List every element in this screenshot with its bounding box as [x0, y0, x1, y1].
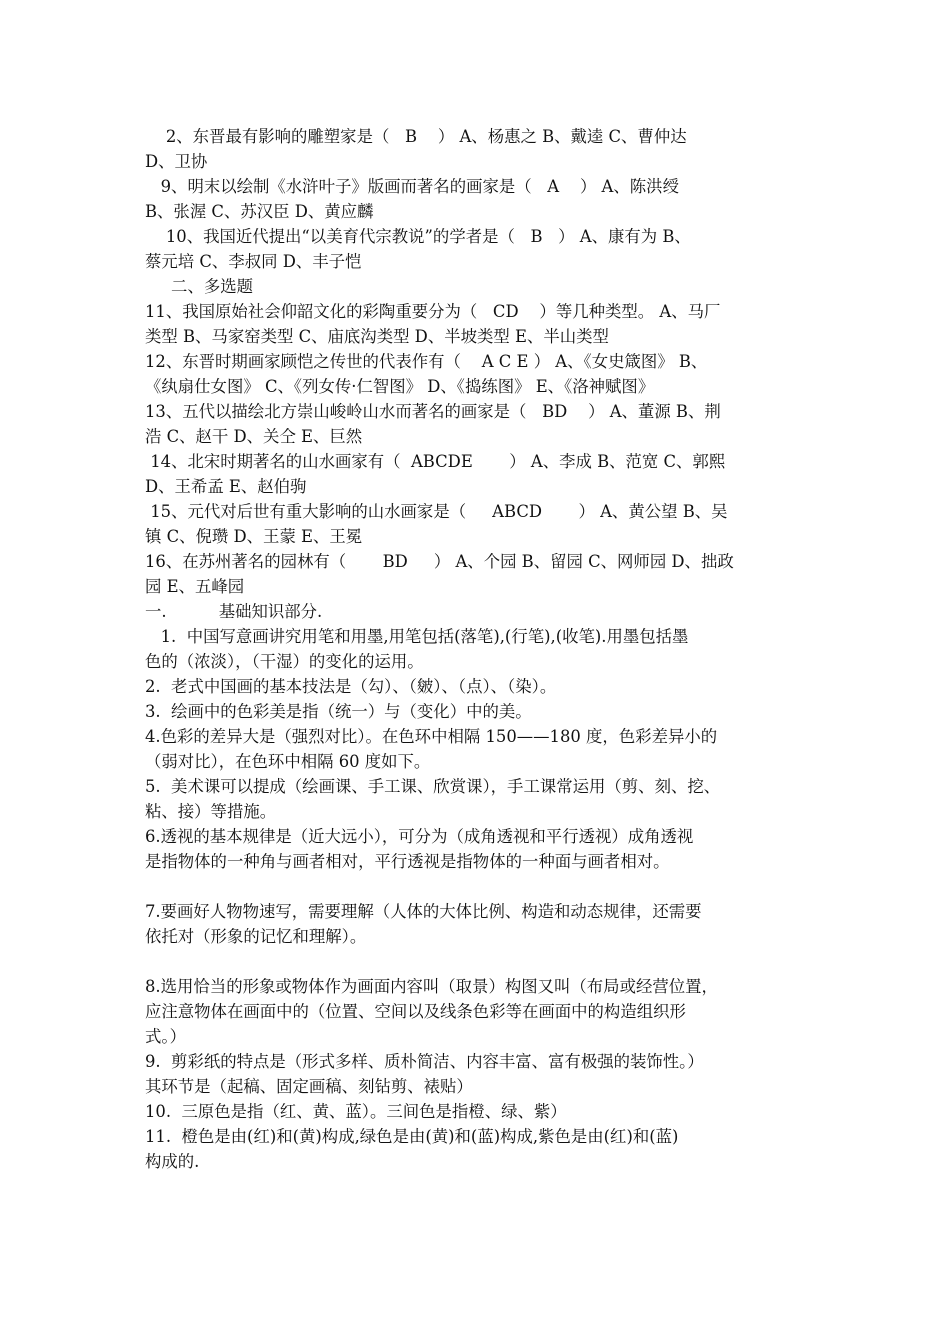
text-line: 构成的. [145, 1152, 200, 1171]
text-line: 镇 C、倪瓒 D、王蒙 E、王冕 [145, 527, 363, 546]
text-line: 5. 美术课可以提成（绘画课、手工课、欣赏课），手工课常运用（剪、刻、挖、 [145, 777, 721, 796]
text-line: D、王希孟 E、赵伯驹 [145, 477, 307, 496]
text-line: 其环节是（起稿、固定画稿、刻钻剪、裱贴） [145, 1077, 473, 1096]
text-line: 11. 橙色是由(红)和(黄)构成,绿色是由(黄)和(蓝)构成,紫色是由(红)和(蓝) [145, 1127, 679, 1146]
section-heading: 一. 基础知识部分. [145, 602, 323, 621]
text-line: 10. 三原色是指（红、黄、蓝）。三间色是指橙、绿、紫） [145, 1102, 567, 1121]
text-line: B、张渥 C、苏汉臣 D、黄应麟 [145, 202, 374, 221]
blank-line [145, 874, 815, 899]
text-line: D、卫协 [145, 152, 208, 171]
text-line: （弱对比），在色环中相隔 60 度如下。 [145, 752, 431, 771]
text-line: 14、北宋时期著名的山水画家有（ ABCDE ） A、李成 B、范宽 C、郭熙 [145, 452, 726, 471]
section-heading: 二、多选题 [145, 277, 254, 296]
text-line: 2. 老式中国画的基本技法是（勾）、（皴）、（点）、（染）。 [145, 677, 557, 696]
text-line: 7.要画好人物物速写，需要理解（人体的大体比例、构造和动态规律，还需要 [145, 902, 702, 921]
text-line: 13、五代以描绘北方崇山峻岭山水而著名的画家是（ BD ） A、董源 B、荆 [145, 402, 721, 421]
text-line: 4.色彩的差异大是（强烈对比）。在色环中相隔 150——180 度，色彩差异小的 [145, 727, 718, 746]
text-line: 9、明末以绘制《水浒叶子》版画而著名的画家是（ A ） A、陈洪绶 [145, 177, 679, 196]
text-line: 11、我国原始社会仰韶文化的彩陶重要分为（ CD ）等几种类型。 A、马厂 [145, 302, 721, 321]
text-line: 8.选用恰当的形象或物体作为画面内容叫（取景）构图又叫（布局或经营位置， [145, 977, 718, 996]
text-line: 12、东晋时期画家顾恺之传世的代表作有（ A C E ） A、《女史箴图》 B、 [145, 352, 708, 371]
document-page [145, 124, 815, 1174]
text-line: 《纨扇仕女图》 C、《列女传·仁智图》 D、《捣练图》 E、《洛神赋图》 [145, 377, 655, 396]
text-line: 16、在苏州著名的园林有（ BD ） A、个园 B、留园 C、网师园 D、拙政 [145, 552, 734, 571]
text-line: 10、我国近代提出“以美育代宗教说”的学者是（ B ） A、康有为 B、 [145, 227, 691, 246]
text-line: 依托对（形象的记忆和理解）。 [145, 927, 367, 946]
text-line: 浩 C、赵干 D、关仝 E、巨然 [145, 427, 363, 446]
text-line: 15、元代对后世有重大影响的山水画家是（ ABCD ） A、黄公望 B、吴 [145, 502, 728, 521]
text-line: 粘、接）等措施。 [145, 802, 277, 821]
text-line: 9. 剪彩纸的特点是（形式多样、质朴简洁、内容丰富、富有极强的装饰性。） [145, 1052, 704, 1071]
text-line: 式。） [145, 1027, 186, 1046]
text-line: 应注意物体在画面中的（位置、空间以及线条色彩等在画面中的构造组织形 [145, 1002, 686, 1021]
text-line: 1. 中国写意画讲究用笔和用墨,用笔包括(落笔),(行笔),(收笔).用墨包括墨 [145, 627, 689, 646]
text-line: 3. 绘画中的色彩美是指（统一）与（变化）中的美。 [145, 702, 532, 721]
text-line: 类型 B、马家窑类型 C、庙底沟类型 D、半坡类型 E、半山类型 [145, 327, 609, 346]
text-line: 蔡元培 C、李叔同 D、丰子恺 [145, 252, 362, 271]
text-line: 2、东晋最有影响的雕塑家是（ B ） A、杨惠之 B、戴逵 C、曹仲达 [145, 127, 687, 146]
text-line: 是指物体的一种角与画者相对，平行透视是指物体的一种面与画者相对。 [145, 852, 670, 871]
blank-line [145, 949, 815, 974]
text-line: 园 E、五峰园 [145, 577, 245, 596]
text-line: 色的（浓淡），（干湿）的变化的运用。 [145, 652, 424, 671]
text-line: 6.透视的基本规律是（近大远小），可分为（成角透视和平行透视）成角透视 [145, 827, 694, 846]
